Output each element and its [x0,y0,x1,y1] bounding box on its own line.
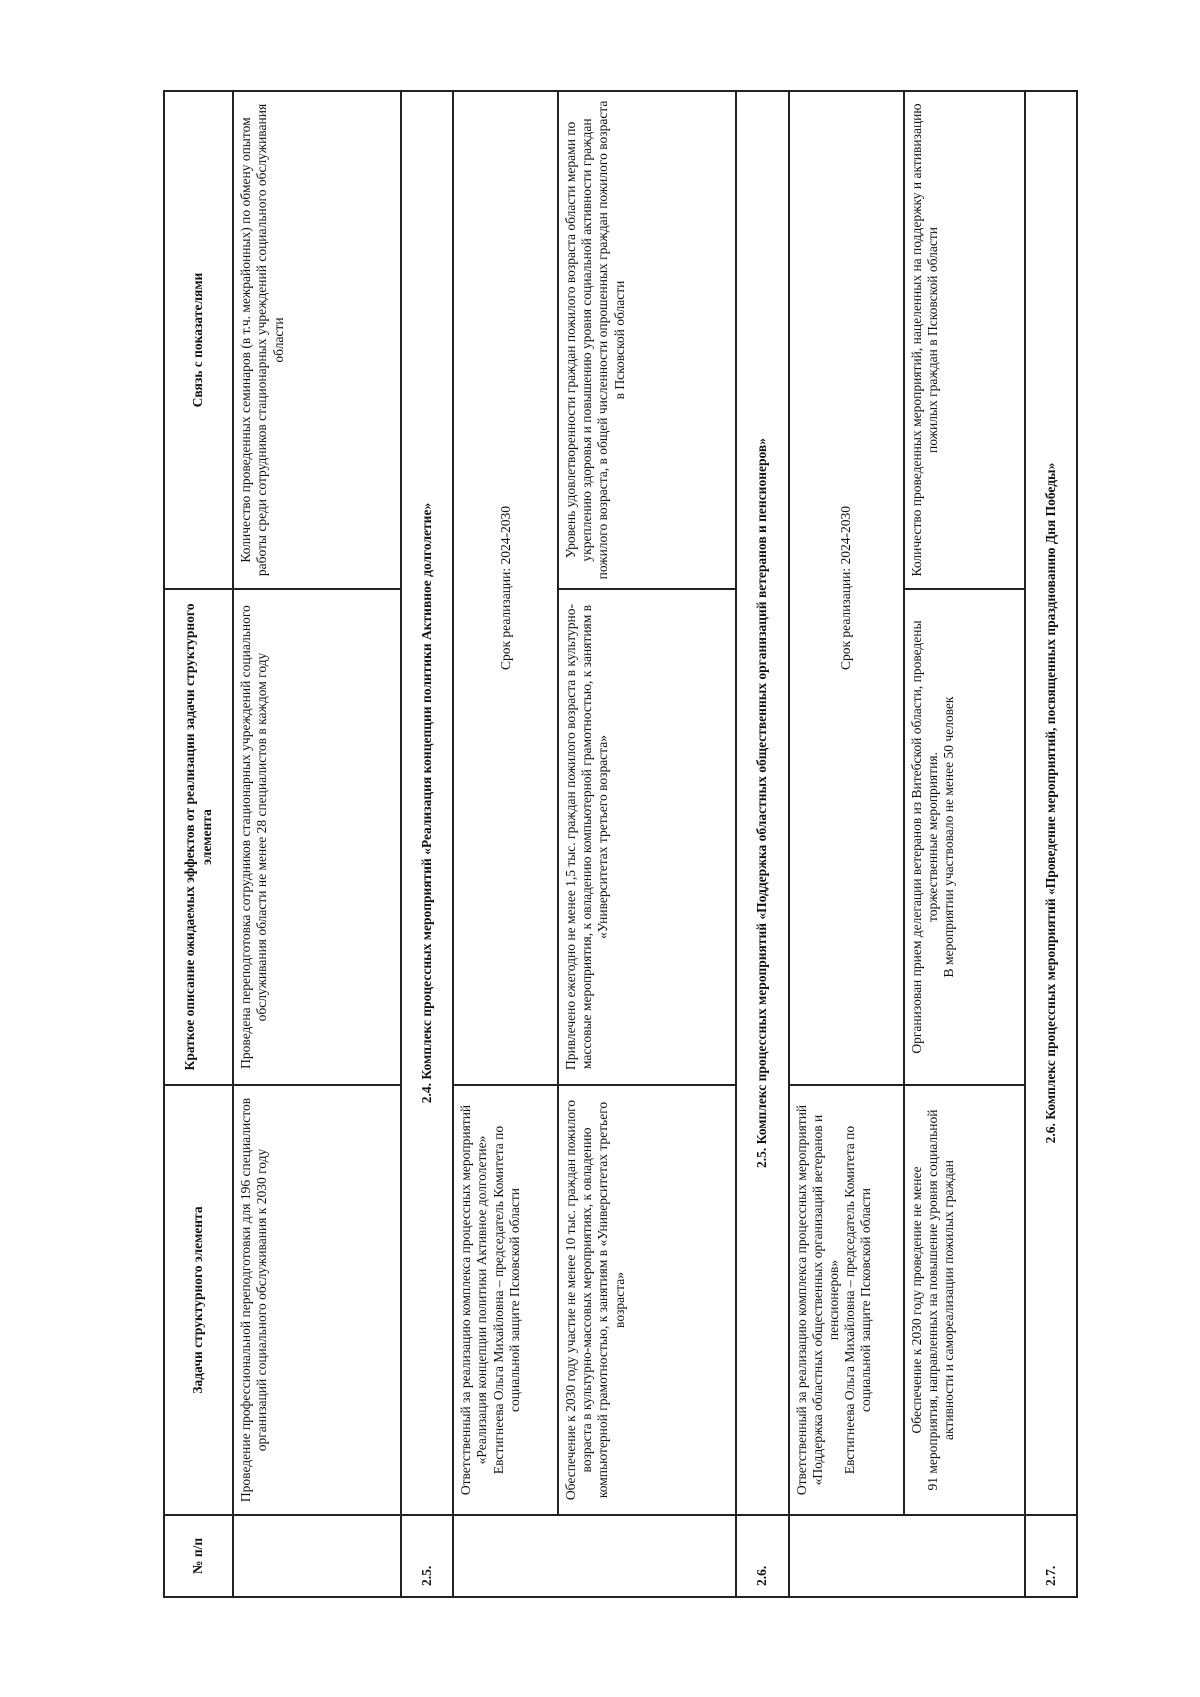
structural-elements-table [163,90,1078,1598]
section-num: 2.5. [401,1515,453,1597]
table-header-row [164,91,233,1597]
row-num-cell [904,1515,1025,1597]
section-row [401,91,453,1597]
responsible-cell: Ответственный за реализацию комплекса процессных мероприятий «Поддержка областных общественных организаций ветеранов и пенсионеров» Евстигнеева Ольга Михайловна – председатель Комитета по социальной защите Псковской области [789,1085,904,1515]
header-num: № п/п [164,1515,233,1597]
row-num-cell [789,1515,904,1597]
section-num: 2.7. [1025,1515,1077,1597]
term-cell: Срок реализации: 2024-2030 [453,91,558,1085]
task-cell: Проведение профессиональной переподготовки для 196 специалистов организаций социального обслуживания к 2030 году [233,1085,401,1515]
section-row [1025,91,1077,1597]
table-row [904,91,1025,1597]
section-title: 2.5. Комплекс процессных мероприятий «Поддержка областных общественных организаций ветеранов и пенсионеров» [736,91,788,1515]
task-cell: Обеспечение к 2030 году участие не менее 10 тыс. граждан пожилого возраста в культурно-массовых мероприятиях, к овладению компьютерной грамотностью, к занятиям в «Университетах третьего возраста» [558,1085,736,1515]
row-num-cell [453,1515,558,1597]
responsible-cell: Ответственный за реализацию комплекса процессных мероприятий «Реализация концепции политики Активное долголетие» Евстигнеева Ольга Михайловна – председатель Комитета по социальной защите Псковской области [453,1085,558,1515]
link-cell: Количество проведенных мероприятий, нацеленных на поддержку и активизацию пожилых граждан в Псковской области [904,91,1025,589]
table-row [558,91,736,1597]
link-cell: Количество проведенных семинаров (в т.ч. межрайонных) по обмену опытом работы среди сотрудников стационарных учреждений социального обслуживания области [233,91,401,589]
header-effects: Краткое описание ожидаемых эффектов от реализации задачи структурного элемента [164,589,233,1085]
task-cell: Обеспечение к 2030 году проведение не менее 91 мероприятия, направленных на повышение уровня социальной активности и самореализации пожилых граждан [904,1085,1025,1515]
row-num-cell [558,1515,736,1597]
term-cell: Срок реализации: 2024-2030 [789,91,904,1085]
effect-cell: Организован прием делегации ветеранов из Витебской области, проведены торжественные мероприятия. В мероприятии участвовало не менее 50 человек [904,589,1025,1085]
rotated-table-container [163,92,1078,1598]
section-title: 2.6. Комплекс процессных мероприятий «Проведение мероприятий, посвященных празднованию Дня Победы» [1025,91,1077,1515]
row-num-cell [233,1515,401,1597]
table-row [789,91,904,1597]
section-title: 2.4. Комплекс процессных мероприятий «Реализация концепции политики Активное долголетие» [401,91,453,1515]
link-cell: Уровень удовлетворенности граждан пожилого возраста области мерами по укреплению здоровья и повышению уровня социальной активности граждан пожилого возраста, в общей численности опрошенных граждан пожилого возраста в Псковской области [558,91,736,589]
header-link: Связь с показателями [164,91,233,589]
section-num: 2.6. [736,1515,788,1597]
table-row [233,91,401,1597]
effect-cell: Привлечено ежегодно не менее 1,5 тыс. граждан пожилого возраста в культурно-массовые мероприятия, к овладению компьютерной грамотностью, к занятиям в «Университетах третьего возраста» [558,589,736,1085]
table-row [453,91,558,1597]
section-row [736,91,788,1597]
effect-cell: Проведена переподготовка сотрудников стационарных учреждений социального обслуживания области не менее 28 специалистов в каждом году [233,589,401,1085]
header-tasks: Задачи структурного элемента [164,1085,233,1515]
